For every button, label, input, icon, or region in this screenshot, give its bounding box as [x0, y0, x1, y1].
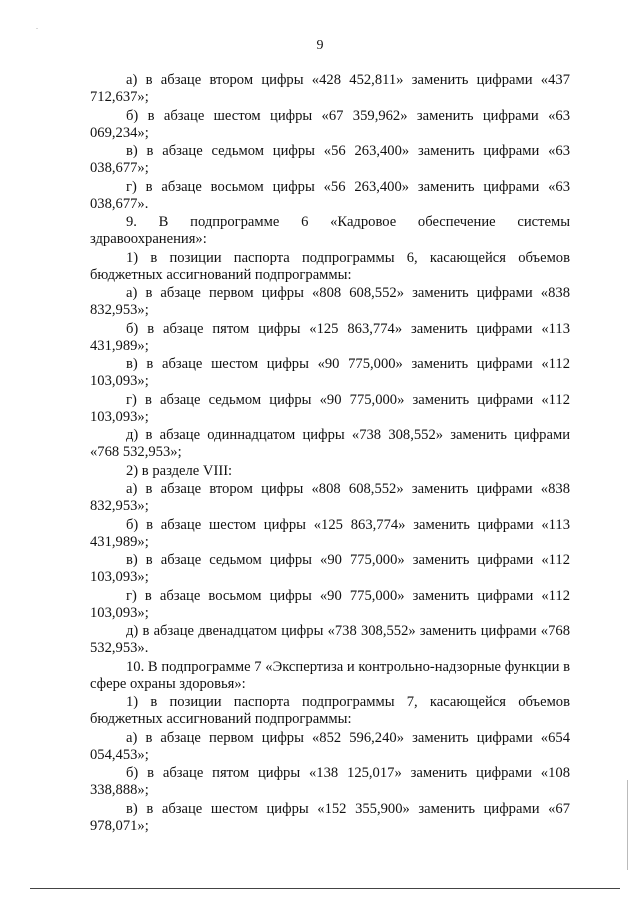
paragraph: б) в абзаце пятом цифры «138 125,017» заменить цифрами «108 338,888»;: [90, 765, 570, 798]
paragraph: г) в абзаце восьмом цифры «56 263,400» заменить цифрами «63 038,677».: [90, 178, 570, 212]
paragraph: 10. В подпрограмме 7 «Экспертиза и контрольно-надзорные функции в сфере охраны здоровья»:: [90, 658, 570, 692]
paragraph: б) в абзаце шестом цифры «67 359,962» заменить цифрами «63 069,234»;: [90, 107, 570, 141]
document-body: [90, 72, 570, 836]
paragraph: г) в абзаце восьмом цифры «90 775,000» заменить цифрами «112 103,093»;: [90, 587, 570, 621]
paragraph: б) в абзаце шестом цифры «125 863,774» заменить цифрами «113 431,989»;: [90, 516, 570, 550]
scan-edge-mark: [627, 780, 628, 870]
paragraph: 1) в позиции паспорта подпрограммы 6, касающейся объемов бюджетных ассигнований подпрограммы:: [90, 249, 570, 283]
paragraph: д) в абзаце одиннадцатом цифры «738 308,552» заменить цифрами «768 532,953»;: [90, 427, 570, 460]
paragraph: д) в абзаце двенадцатом цифры «738 308,552» заменить цифрами «768 532,953».: [90, 623, 570, 656]
paragraph: г) в абзаце седьмом цифры «90 775,000» заменить цифрами «112 103,093»;: [90, 391, 570, 425]
paragraph: а) в абзаце втором цифры «428 452,811» заменить цифрами «437 712,637»;: [90, 72, 570, 105]
paragraph: 9. В подпрограмме 6 «Кадровое обеспечение системы здравоохранения»:: [90, 214, 570, 247]
page-number: 9: [316, 38, 324, 53]
paragraph: б) в абзаце пятом цифры «125 863,774» заменить цифрами «113 431,989»;: [90, 320, 570, 354]
paragraph: в) в абзаце шестом цифры «90 775,000» заменить цифрами «112 103,093»;: [90, 356, 570, 389]
paragraph: а) в абзаце втором цифры «808 608,552» заменить цифрами «838 832,953»;: [90, 481, 570, 514]
paragraph: а) в абзаце первом цифры «808 608,552» заменить цифрами «838 832,953»;: [90, 285, 570, 318]
paragraph: а) в абзаце первом цифры «852 596,240» заменить цифрами «654 054,453»;: [90, 729, 570, 763]
paragraph: в) в абзаце седьмом цифры «56 263,400» заменить цифрами «63 038,677»;: [90, 143, 570, 176]
corner-mark: .: [36, 22, 38, 31]
paragraph: 1) в позиции паспорта подпрограммы 7, касающейся объемов бюджетных ассигнований подпрограммы:: [90, 694, 570, 727]
paragraph: в) в абзаце седьмом цифры «90 775,000» заменить цифрами «112 103,093»;: [90, 552, 570, 585]
bottom-rule: [30, 888, 620, 889]
paragraph: 2) в разделе VIII:: [126, 462, 233, 479]
paragraph: в) в абзаце шестом цифры «152 355,900» заменить цифрами «67 978,071»;: [90, 800, 570, 834]
